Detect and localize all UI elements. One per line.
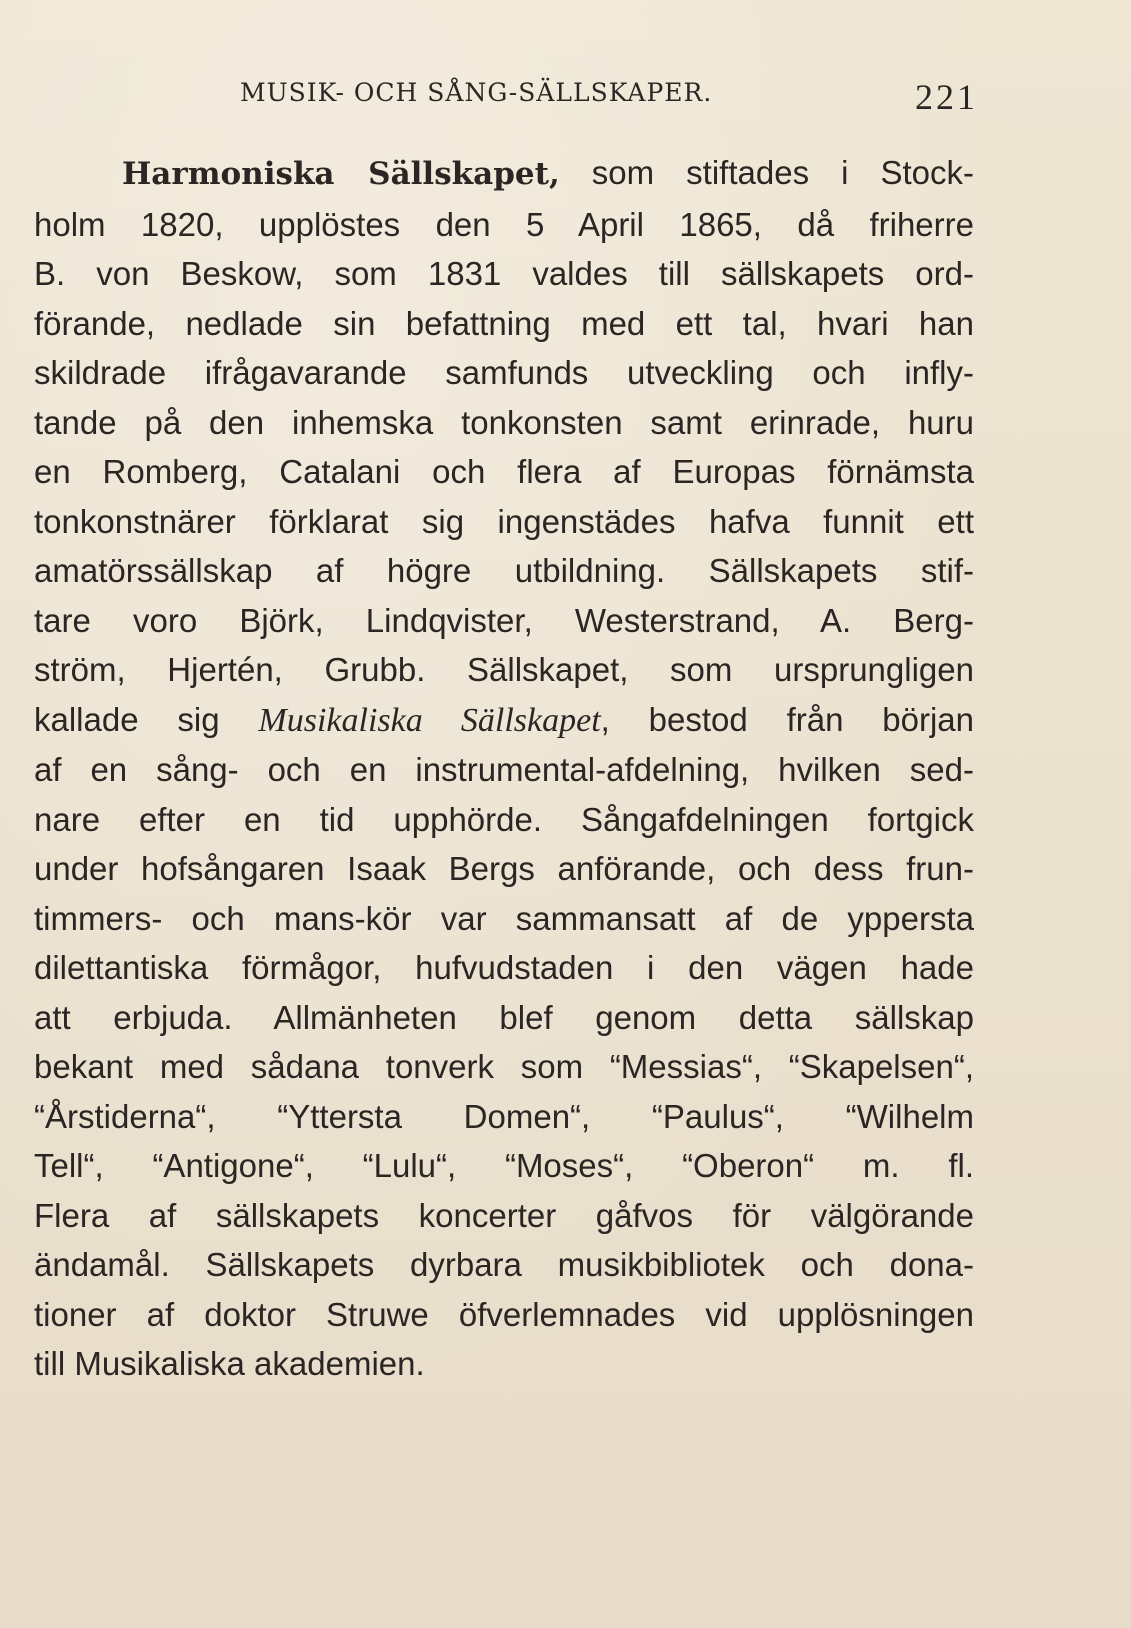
text-line: tare voro Björk, Lindqvister, Westerstrand, A. Berg- [34, 601, 974, 639]
text-line: af en sång- och en instrumental-afdelning, hvilken sed- [34, 751, 974, 788]
text-line: förande, nedlade sin befattning med ett tal, hvari han [34, 304, 974, 342]
text-line: skildrade ifrågavarande samfunds utveckling och infly- [34, 354, 974, 391]
text-line: ström, Hjertén, Grubb. Sällskapet, som ursprungligen [34, 651, 974, 688]
text-line: nare efter en tid upphörde. Sångafdelningen fortgick [34, 800, 974, 838]
text-line: ändamål. Sällskapets dyrbara musikbibliotek och dona- [34, 1246, 974, 1283]
text-line [34, 148, 974, 200]
text-line: tioner af doktor Struwe öfverlemnades vid upplösningen [34, 1295, 974, 1333]
text-line: en Romberg, Catalani och flera af Europas förnämsta [34, 453, 974, 490]
text-line: till Musikaliska akademien. [34, 1345, 425, 1382]
text-line: amatörssällskap af högre utbildning. Sällskapets stif- [34, 552, 974, 589]
society-name: Harmoniska Sällskapet, [122, 156, 560, 192]
text-line [34, 695, 974, 746]
text-line: “Årstiderna“, “Yttersta Domen“, “Paulus“, “Wilhelm [34, 1097, 974, 1135]
text-line: tonkonstnärer förklarat sig ingenstädes hafva funnit ett [34, 502, 974, 540]
text-line: timmers- och mans-kör var sammansatt af de yppersta [34, 899, 974, 937]
running-head: MUSIK- OCH SÅNG-SÄLLSKAPER. [240, 78, 713, 107]
text-line: tande på den inhemska tonkonsten samt erinrade, huru [34, 403, 974, 441]
italic-title: Musikaliska Sällskapet [258, 701, 601, 739]
line-text: kallade sig [34, 700, 259, 738]
line-text: som stiftades i Stock- [559, 154, 975, 191]
text-line: bekant med sådana tonverk som “Messias“, “Skapelsen“, [34, 1048, 974, 1085]
line-text: , bestod från början [600, 700, 974, 738]
text-line: Flera af sällskapets koncerter gåfvos för välgörande [34, 1196, 974, 1234]
text-line: holm 1820, upplöstes den 5 April 1865, då friherre [34, 205, 974, 243]
page-number: 221 [915, 77, 978, 117]
text-line: att erbjuda. Allmänheten blef genom detta sällskap [34, 998, 974, 1036]
text-line: under hofsångaren Isaak Bergs anförande, och dess frun- [34, 850, 974, 887]
text-line: Tell“, “Antigone“, “Lulu“, “Moses“, “Oberon“ m. fl. [34, 1147, 974, 1184]
text-line: B. von Beskow, som 1831 valdes till sällskapets ord- [34, 255, 974, 292]
body-paragraph [34, 148, 974, 1389]
text-line: dilettantiska förmågor, hufvudstaden i den vägen hade [34, 949, 974, 986]
